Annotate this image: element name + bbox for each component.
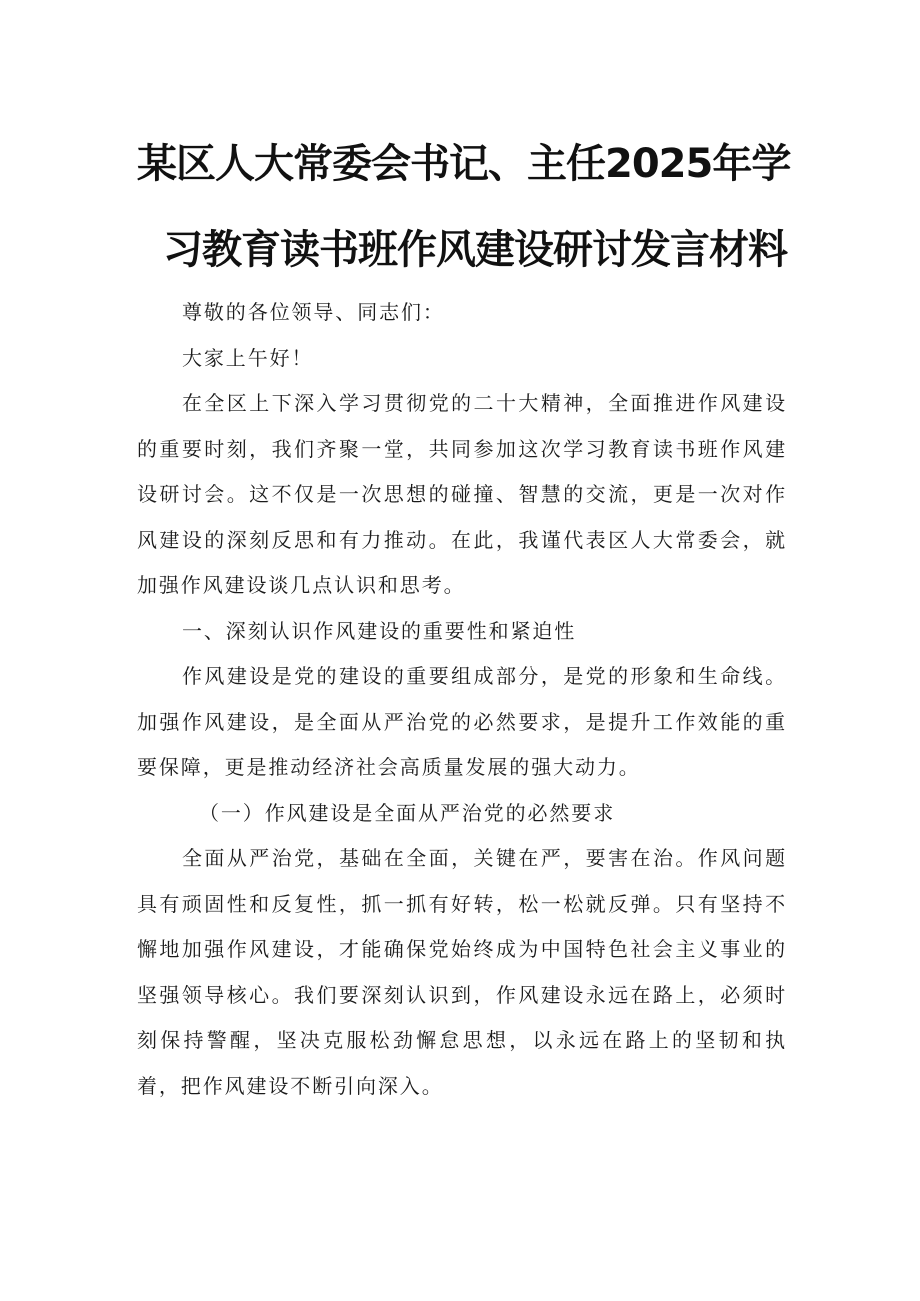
greeting: 大家上午好！: [182, 345, 314, 370]
salutation: 尊敬的各位领导、同志们：: [182, 300, 445, 324]
document-title-line-1: 某区人大常委会书记、主任2025年学: [137, 141, 791, 187]
document-body: [137, 290, 787, 1109]
subsection-1-paragraph: 全面从严治党，基础在全面，关键在严，要害在治。作风问题具有顽固性和反复性，抓一抓有好转，松一松就反弹。只有坚持不懈地加强作风建设，才能确保党始终成为中国特色社会主义事业的坚强领导核心。我们要深刻认识到，作风建设永远在路上，必须时刻保持警醒，坚决克服松劲懈怠思想，以永远在路上的坚韧和执着，把作风建设不断引向深入。: [137, 846, 787, 1098]
document-title-line-2: 习教育读书班作风建设研讨发言材料: [163, 227, 787, 273]
intro-paragraph: 在全区上下深入学习贯彻党的二十大精神，全面推进作风建设的重要时刻，我们齐聚一堂，共同参加这次学习教育读书班作风建设研讨会。这不仅是一次思想的碰撞、智慧的交流，更是一次对作风建设的深刻反思和有力推动。在此，我谨代表区人大常委会，就加强作风建设谈几点认识和思考。: [137, 391, 787, 597]
section-1-paragraph: 作风建设是党的建设的重要组成部分，是党的形象和生命线。加强作风建设，是全面从严治党的必然要求，是提升工作效能的重要保障，更是推动经济社会高质量发展的强大动力。: [137, 664, 787, 779]
subsection-heading-1: （一）作风建设是全面从严治党的必然要求: [199, 800, 616, 825]
section-heading-1: 一、深刻认识作风建设的重要性和紧迫性: [182, 618, 577, 643]
